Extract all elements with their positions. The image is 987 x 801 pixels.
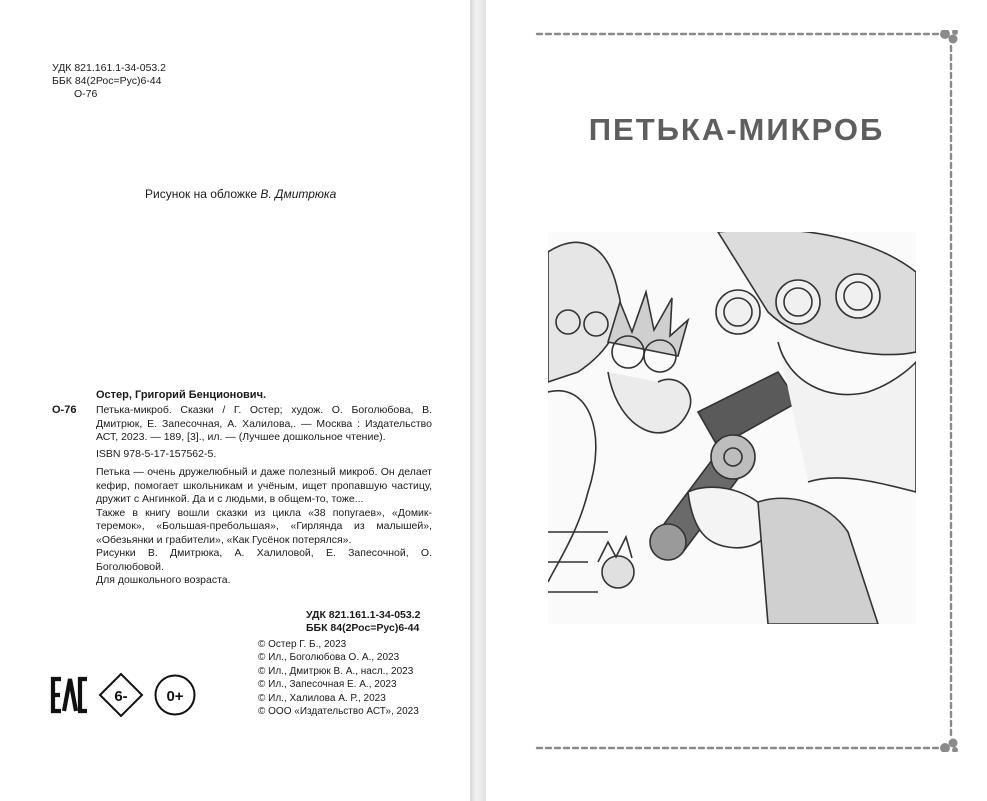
book-title: ПЕТЬКА-МИКРОБ <box>588 112 885 147</box>
bbk-code: ББК 84(2Рос=Рус)6-44 <box>52 75 162 87</box>
cover-credit <box>145 187 336 201</box>
catalog-code: О-76 <box>52 404 77 416</box>
microscope-illustration <box>548 232 916 624</box>
author-sign: О-76 <box>74 88 98 100</box>
copyright-block <box>258 638 419 718</box>
author-heading: Остер, Григорий Бенционович. <box>96 389 267 401</box>
age-0-label: 0+ <box>166 688 184 705</box>
annotation-paragraph: Для дошкольного возраста. <box>96 574 231 586</box>
annotation-paragraph: Рисунки В. Дмитрюка, А. Халиловой, Е. Запесочной, О. Боголюбовой. <box>96 547 432 573</box>
udk-block-top <box>52 62 166 101</box>
age-0-circle-icon <box>154 674 196 716</box>
cover-credit-prefix: Рисунок на обложке <box>145 187 261 201</box>
copyright-line: © Ил., Боголюбова О. А., 2023 <box>258 652 400 664</box>
copyright-line: © Ил., Дмитрюк В. А., насл., 2023 <box>258 665 414 677</box>
udk-code: УДК 821.161.1-34-053.2 <box>306 609 421 621</box>
copyright-line: © Остер Г. Б., 2023 <box>258 639 347 650</box>
age-6-label: 6- <box>114 688 128 705</box>
udk-block-bottom <box>306 609 420 635</box>
bbk-code: ББК 84(2Рос=Рус)6-44 <box>306 622 420 634</box>
book-gutter <box>470 0 486 801</box>
copyright-line: © Ил., Халилова А. Р., 2023 <box>258 692 386 704</box>
bibliographic-description: Петька-микроб. Сказки / Г. Остер; худож. О. Боголюбова, В. Дмитрюк, Е. Запесочная, А. Халилова,. — Москва : Издательство АСТ, 2023. — 189, [3]., ил. — (Лучшее дошкольное чтение). <box>96 404 432 443</box>
copyright-line: © ООО «Издательство АСТ», 2023 <box>258 706 419 718</box>
annotation-paragraph: Также в книгу вошли сказки из цикла «38 попугаев», «Домик-теремок», «Большая-пребольшая», «Гирлянда из малышей», «Обезьянки и грабители», «Как Гусёнок потерялся». <box>96 506 432 546</box>
eac-mark-icon <box>50 676 90 714</box>
annotation <box>96 466 432 588</box>
copyright-line: © Ил., Запесочная Е. А., 2023 <box>258 679 397 691</box>
udk-code: УДК 821.161.1-34-053.2 <box>52 62 167 74</box>
cover-credit-artist: В. Дмитрюка <box>260 187 337 201</box>
annotation-paragraph: Петька — очень дружелюбный и даже полезный микроб. Он делает кефир, помогает школьникам и учёным, ищет пропавшую частицу, дружит с Ангинкой. Да и с людьми, в общем-то, тоже... <box>96 466 432 505</box>
age-6-diamond-icon <box>98 672 144 718</box>
left-page <box>0 0 470 801</box>
isbn: ISBN 978-5-17-157562-5. <box>96 448 217 460</box>
